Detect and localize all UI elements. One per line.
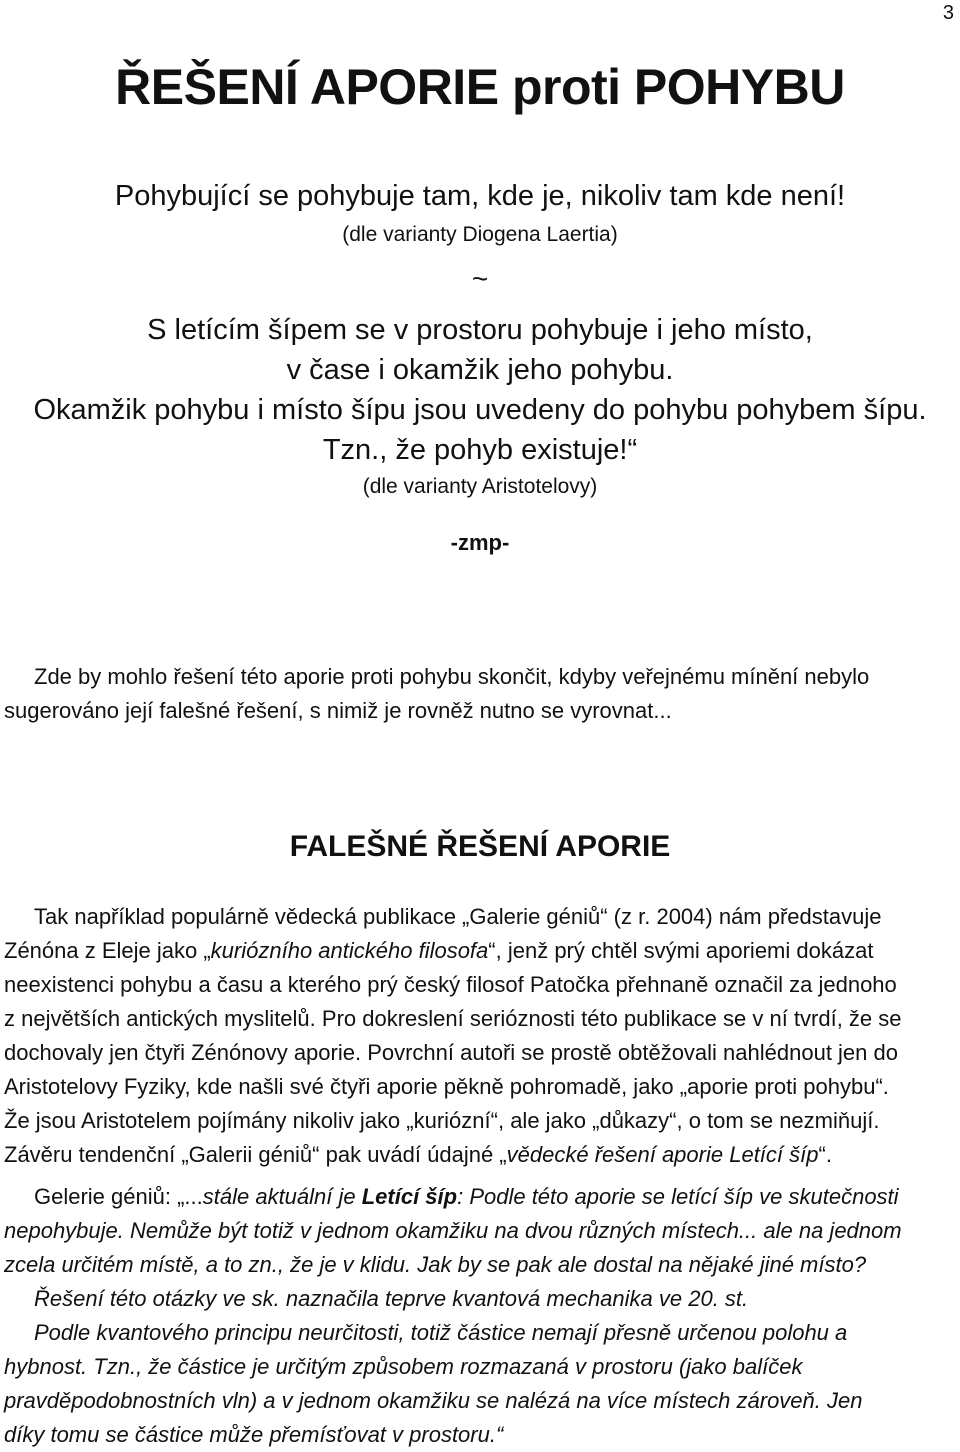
paragraph-2-line-7: Že jsou Aristotelem pojímány nikoliv jako „kuriózní“, ale jako „důkazy“, o tom se nezmiňují. [4, 1108, 880, 1133]
paragraph-1-line-2: sugerováno její falešné řešení, s nimiž je rovněž nutno se vyrovnat... [4, 698, 672, 723]
paragraph-3-line-8: díky tomu se částice může přemísťovat v prostoru.“ [4, 1422, 504, 1447]
italic-run: vědecké řešení aporie Letící šíp [506, 1142, 819, 1167]
paragraph-3-quote [4, 1180, 956, 1452]
paragraph-2 [4, 900, 956, 1172]
intro-line-6: Tzn., že pohyb existuje!“ [322, 434, 638, 466]
intro-line-7: (dle varianty Aristotelovy) [362, 475, 598, 498]
paragraph-3-line-4: Řešení této otázky ve sk. naznačila teprve kvantová mechanika ve 20. st. [34, 1286, 749, 1311]
text-run: Gelerie géniů: „... [34, 1184, 203, 1209]
paragraph-2-line-4: z největších antických myslitelů. Pro dokreslení serióznosti této publikace se v ní tvrdí, že se [4, 1006, 902, 1031]
intro-block [0, 176, 960, 556]
text-run: “. [818, 1142, 832, 1167]
bold-italic-run: Letící šíp [361, 1184, 458, 1209]
text-run: Zénóna z Eleje jako „ [4, 938, 211, 963]
intro-line-2: (dle varianty Diogena Laertia) [342, 223, 618, 246]
paragraph-1-line-1: Zde by mohlo řešení této aporie proti pohybu skončit, kdyby veřejnému mínění nebylo [34, 664, 870, 689]
paragraph-2-line-5: dochovaly jen čtyři Zénónovy aporie. Povrchní autoři se prostě obtěžovali nahlédnout jen do [4, 1040, 898, 1065]
tilde-separator: ~ [471, 263, 489, 294]
signature: -zmp- [450, 530, 510, 555]
intro-line-1: Pohybující se pohybuje tam, kde je, nikoliv tam kde není! [114, 180, 846, 212]
text-run: “, jenž prý chtěl svými aporiemi dokázat [488, 938, 874, 963]
section-heading: FALEŠNÉ ŘEŠENÍ APORIE [289, 830, 671, 863]
paragraph-2-line-1: Tak například populárně vědecká publikace „Galerie géniů“ (z r. 2004) nám představuje [34, 904, 882, 929]
paragraph-3-line-3: zcela určitém místě, a to zn., že je v klidu. Jak by se pak ale dostal na nějaké jiné místo? [4, 1252, 867, 1277]
paragraph-3-line-5: Podle kvantového principu neurčitosti, totiž částice nemají přesně určenou polohu a [34, 1320, 848, 1345]
paragraph-3-line-1 [4, 1180, 956, 1214]
paragraph-2-line-6: Aristotelovy Fyziky, kde našli své čtyři aporie pěkně pohromadě, jako „aporie proti pohybu“. [4, 1074, 889, 1099]
text-run: Závěru tendenční „Galerii géniů“ pak uvádí údajné „ [4, 1142, 507, 1167]
italic-run: kuriózního antického filosofa [210, 938, 489, 963]
paragraph-2-line-8 [4, 1138, 956, 1172]
paragraph-3-line-7: pravděpodobnostních vln) a v jednom okamžiku se nalézá na více místech zároveň. Jen [4, 1388, 863, 1413]
paragraph-2-line-3: neexistenci pohybu a času a kterého prý český filosof Patočka přehnaně označil za jednoho [4, 972, 897, 997]
paragraph-3-line-2: nepohybuje. Nemůže být totiž v jednom okamžiku na dvou různých místech... ale na jednom [4, 1218, 902, 1243]
italic-run: stále aktuální je [202, 1184, 362, 1209]
paragraph-2-line-2 [4, 934, 956, 968]
italic-run: : Podle této aporie se letící šíp ve skutečnosti [457, 1184, 899, 1209]
intro-line-5: Okamžik pohybu i místo šípu jsou uvedeny do pohybu pohybem šípu. [33, 394, 927, 426]
page-title: ŘEŠENÍ APORIE proti POHYBU [115, 59, 845, 115]
paragraph-3-line-6: hybnost. Tzn., že částice je určitým způsobem rozmazaná v prostoru (jako balíček [4, 1354, 803, 1379]
intro-line-3: S letícím šípem se v prostoru pohybuje i jeho místo, [147, 314, 813, 346]
page-number: 3 [942, 2, 954, 24]
paragraph-1 [4, 660, 956, 728]
intro-line-4: v čase i okamžik jeho pohybu. [286, 354, 674, 386]
